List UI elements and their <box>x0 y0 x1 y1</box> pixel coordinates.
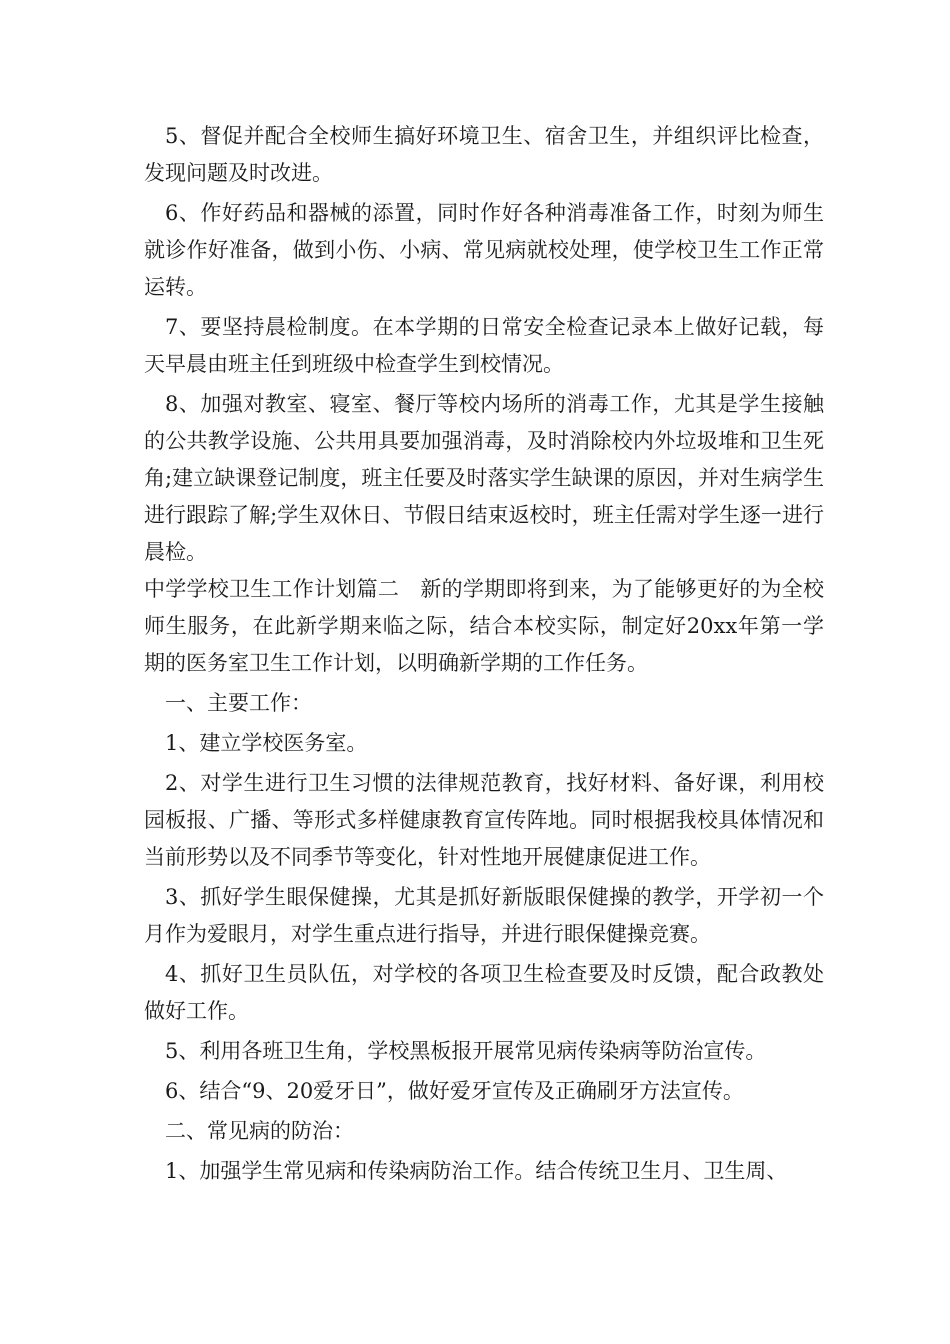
paragraph-item-1-clinic: 1、建立学校医务室。 <box>165 731 368 755</box>
paragraph-item-4-health-team: 4、抓好卫生员队伍，对学校的各项卫生检查要及时反馈，配合政教处做好工作。 <box>144 962 824 1023</box>
paragraph-item-1-disease-control: 1、加强学生常见病和传染病防治工作。结合传统卫生月、卫生周、 <box>165 1159 788 1183</box>
section-two-intro: 中学学校卫生工作计划篇二 新的学期即将到来，为了能够更好的为全校师生服务，在此新学期来临之际，结合本校实际，制定好20xx年第一学期的医务室卫生工作计划，以明确新学期的工作任务。 <box>144 577 824 675</box>
paragraph-item-6-medicine: 6、作好药品和器械的添置，同时作好各种消毒准备工作，时刻为师生就诊作好准备，做到小伤、小病、常见病就校处理，使学校卫生工作正常运转。 <box>144 201 824 299</box>
paragraph-item-5-environment: 5、督促并配合全校师生搞好环境卫生、宿舍卫生，并组织评比检查，发现问题及时改进。 <box>144 124 824 185</box>
document-body <box>144 118 824 1190</box>
paragraph-item-5-publicity: 5、利用各班卫生角，学校黑板报开展常见病传染病等防治宣传。 <box>165 1039 767 1063</box>
paragraph-item-6-teeth-day: 6、结合“9、20爱牙日”，做好爱牙宣传及正确刷牙方法宣传。 <box>165 1079 744 1103</box>
heading-disease-prevention: 二、常见病的防治： <box>165 1119 354 1143</box>
paragraph-item-8-disinfection: 8、加强对教室、寝室、餐厅等校内场所的消毒工作，尤其是学生接触的公共教学设施、公共用具要加强消毒，及时消除校内外垃圾堆和卫生死角;建立缺课登记制度，班主任要及时落实学生缺课的原因，并对生病学生进行跟踪了解;学生双休日、节假日结束返校时，班主任需对学生逐一进行晨检。 <box>144 392 824 564</box>
paragraph-item-2-education: 2、对学生进行卫生习惯的法律规范教育，找好材料、备好课，利用校园板报、广播、等形式多样健康教育宣传阵地。同时根据我校具体情况和当前形势以及不同季节等变化，针对性地开展健康促进工作。 <box>144 771 824 869</box>
paragraph-item-7-morning-check: 7、要坚持晨检制度。在本学期的日常安全检查记录本上做好记载，每天早晨由班主任到班级中检查学生到校情况。 <box>144 315 824 376</box>
heading-main-work: 一、主要工作： <box>165 691 312 715</box>
paragraph-item-3-eye-exercise: 3、抓好学生眼保健操，尤其是抓好新版眼保健操的教学，开学初一个月作为爱眼月，对学生重点进行指导，并进行眼保健操竞赛。 <box>144 885 824 946</box>
